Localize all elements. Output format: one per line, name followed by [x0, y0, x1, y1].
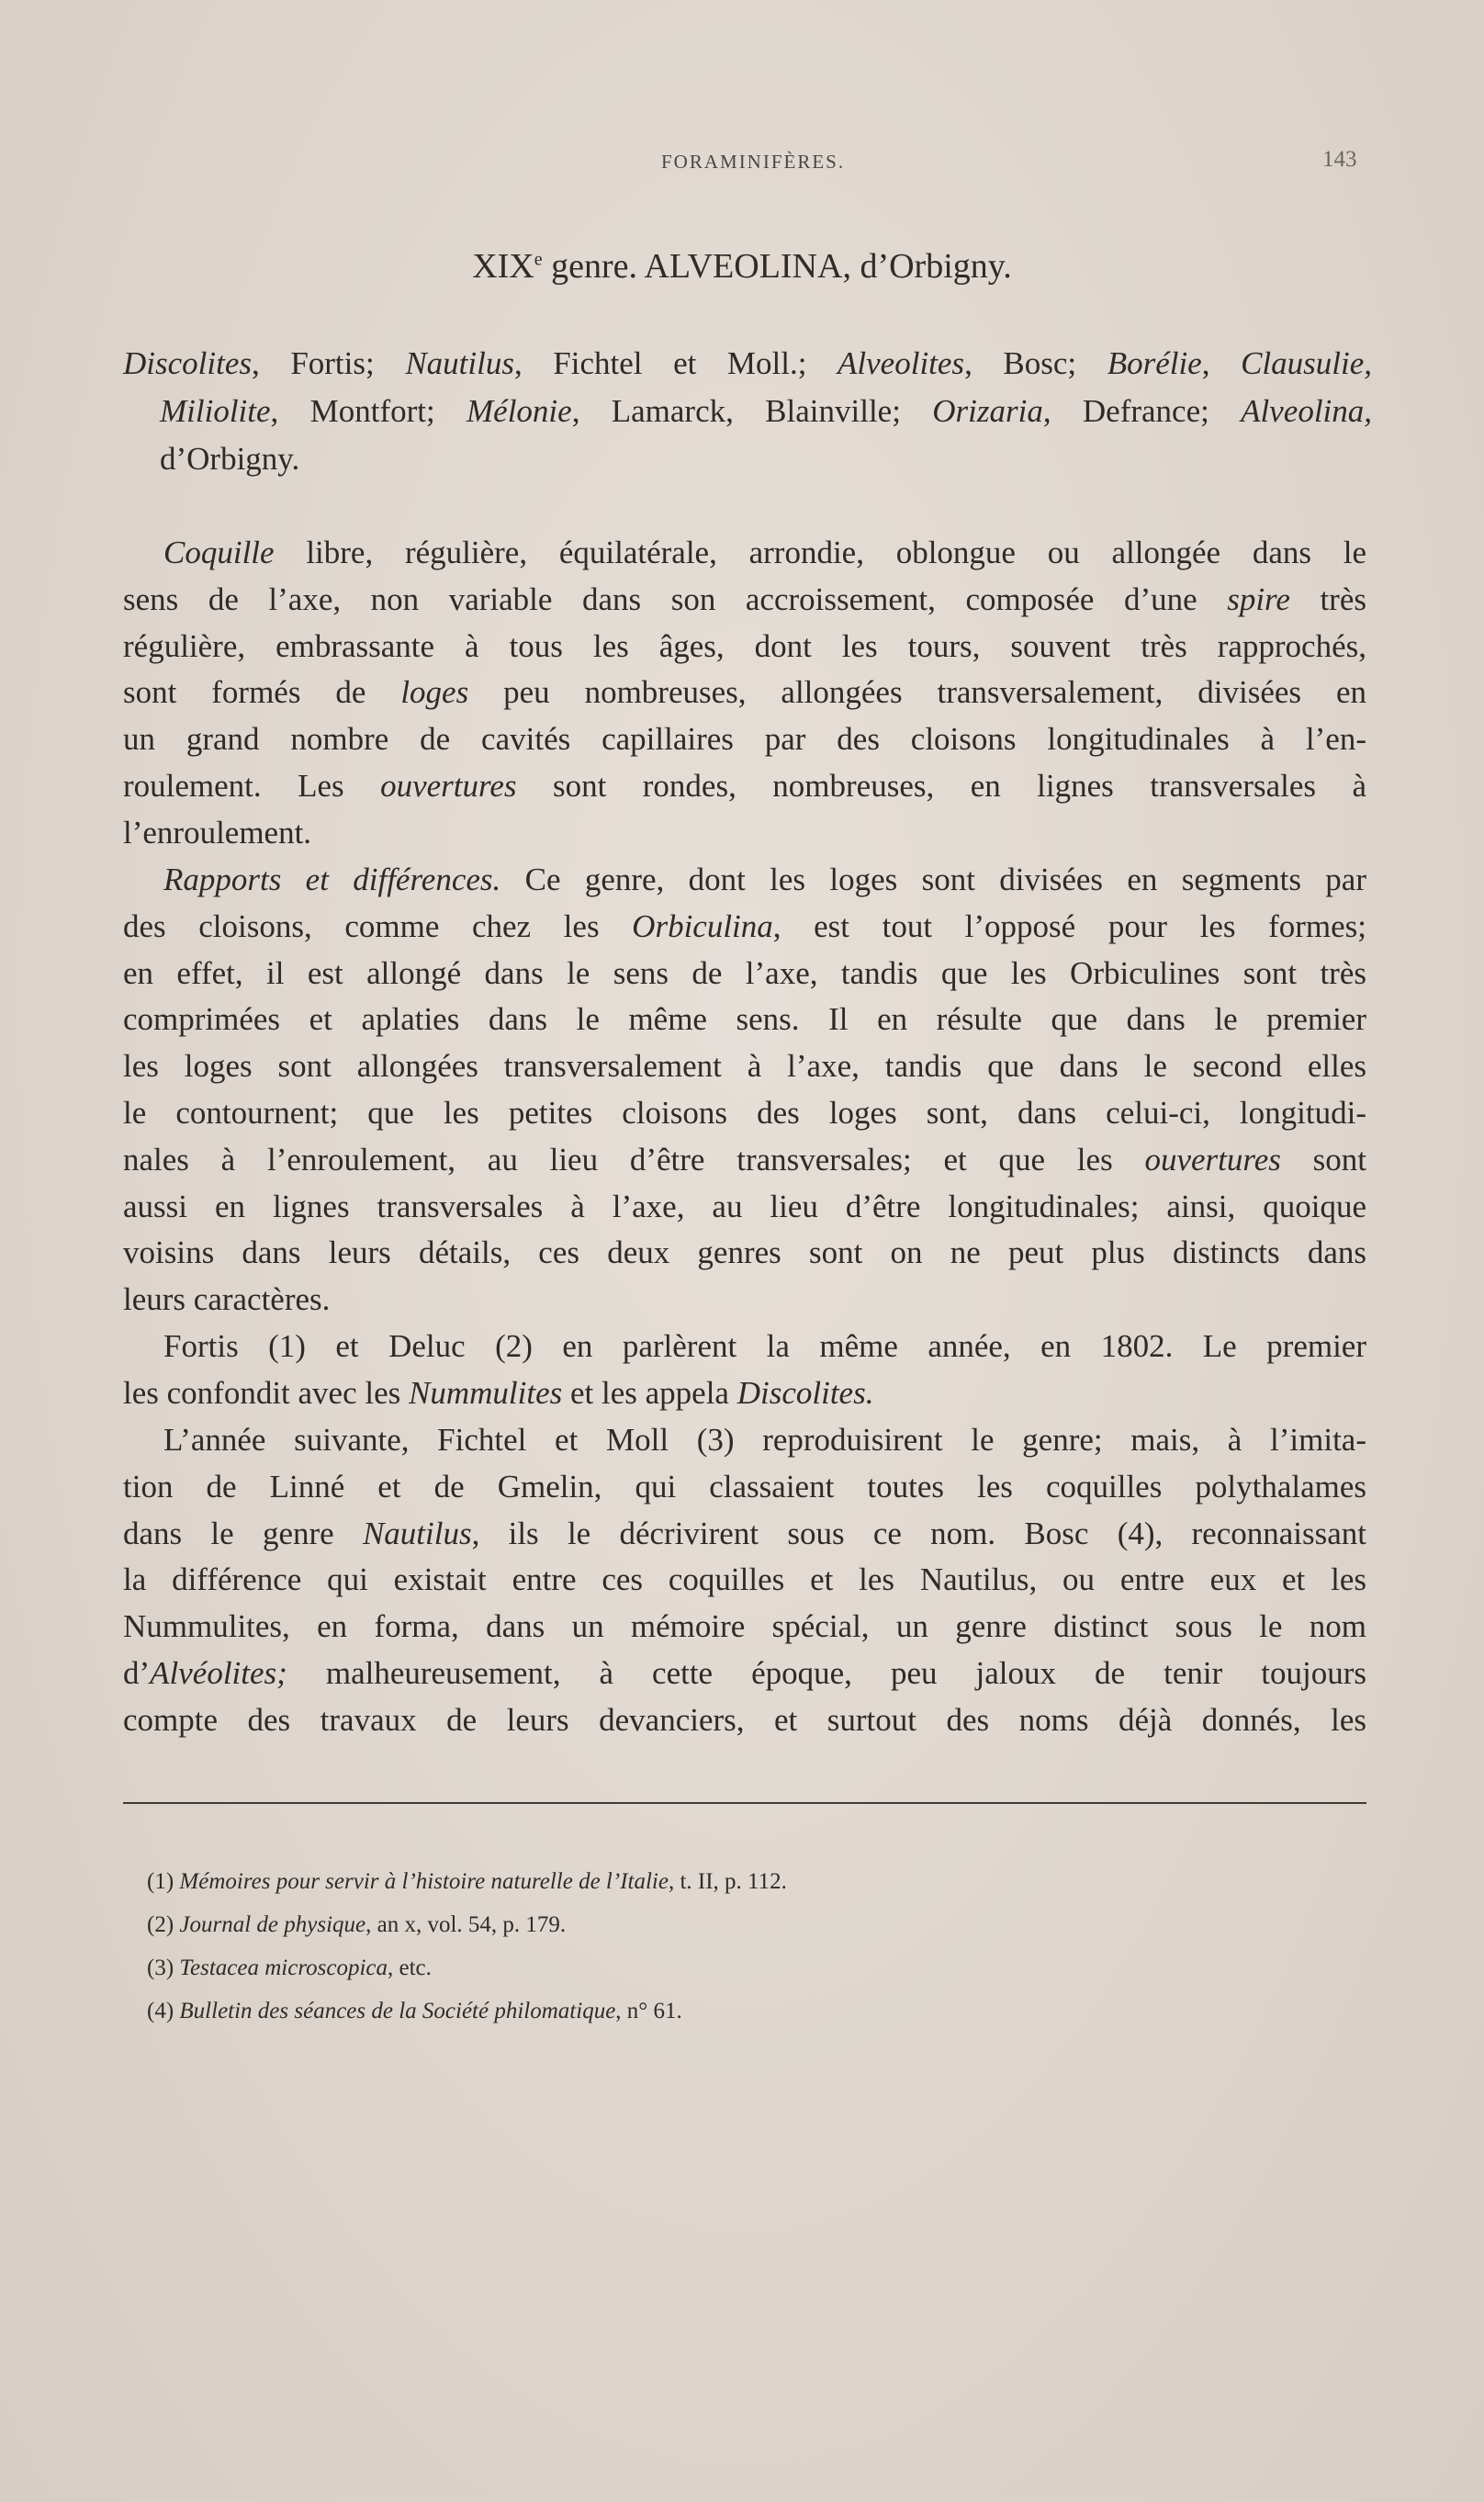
- text-run: sont: [1280, 1141, 1366, 1178]
- text-line: [123, 1464, 1366, 1511]
- synonymy-line: [123, 435, 1372, 483]
- footnote-ref: , t. II, p. 112.: [668, 1869, 787, 1894]
- text-run: en effet, il est allongé dans le sens de l’axe, tandis que les Orbiculines sont très: [123, 954, 1366, 991]
- footnotes: [147, 1860, 1249, 2033]
- text-run: Nummulites, en forma, dans un mémoire spécial, un genre distinct sous le nom: [123, 1608, 1366, 1645]
- text-run: d’: [123, 1654, 151, 1691]
- synonymy-taxon: Orizaria: [932, 393, 1043, 429]
- text-line: [123, 1417, 1366, 1464]
- footnote-title: Mémoires pour servir à l’histoire naturelle de l’Italie: [179, 1869, 669, 1894]
- synonymy: [123, 340, 1372, 483]
- italic-term: spire: [1227, 580, 1290, 617]
- italic-term: Nummulites: [409, 1374, 563, 1411]
- synonymy-taxon: Mélonie: [467, 393, 572, 429]
- text-run: compte des travaux de leurs devanciers, et surtout des noms déjà donnés, les: [123, 1701, 1366, 1738]
- text-line: [123, 997, 1366, 1043]
- italic-term: Orbiculina: [632, 907, 773, 944]
- text-line: [123, 1697, 1366, 1744]
- synonymy-text: , Fichtel et Moll.;: [513, 345, 838, 381]
- footnote-title: Testacea microscopica: [179, 1955, 388, 1980]
- text-run: les confondit avec les: [123, 1374, 410, 1411]
- genus-title: [0, 246, 1484, 287]
- synonymy-text: , Lamarck, Blainville;: [571, 393, 933, 429]
- synonymy-text: , Fortis;: [251, 345, 406, 381]
- text-run: , ils le décrivirent sous ce nom. Bosc (4), reconnaissant: [471, 1515, 1367, 1551]
- text-run: régulière, embrassante à tous les âges, dont les tours, souvent très rapprochés,: [123, 627, 1366, 664]
- text-line: [123, 1137, 1366, 1184]
- text-line: [123, 1277, 1366, 1324]
- page-number: 143: [1322, 147, 1357, 172]
- synonymy-text: d’Orbigny.: [160, 441, 300, 477]
- synonymy-text: , Montfort;: [270, 393, 467, 429]
- text-run: peu nombreuses, allongées transversalement, divisées en: [468, 674, 1366, 711]
- footnote-title: Bulletin des séances de la Société philomatique: [179, 1999, 616, 2023]
- text-line: [123, 670, 1366, 716]
- text-line: [123, 1090, 1366, 1137]
- footnote: [147, 1946, 1249, 1989]
- synonymy-text: ,: [1201, 345, 1242, 381]
- text-run: dans le genre: [123, 1515, 363, 1551]
- genus-title-sup: e: [534, 249, 543, 270]
- synonymy-taxon: Alveolina,: [1241, 393, 1373, 429]
- text-line: [123, 1324, 1366, 1370]
- synonymy-text: , Defrance;: [1042, 393, 1242, 429]
- italic-term: Rapports et différences.: [163, 862, 501, 897]
- paragraph-history-2: [123, 1417, 1366, 1744]
- footnote: [147, 1903, 1249, 1946]
- italic-term: ouvertures: [1144, 1141, 1281, 1178]
- footnote-rule: [123, 1802, 1366, 1804]
- synonymy-taxon: Alveolites: [838, 345, 965, 381]
- synonymy-line: [123, 388, 1372, 435]
- text-run: les loges sont allongées transversalement à l’axe, tandis que dans le second elles: [123, 1048, 1366, 1085]
- genus-title-rest: genre. ALVEOLINA, d’Orbigny.: [542, 247, 1012, 286]
- footnote-number: (4): [147, 1999, 180, 2023]
- synonymy-taxon: Nautilus: [405, 345, 514, 381]
- text-line: [123, 577, 1366, 624]
- running-head: [0, 147, 1484, 175]
- text-line: [123, 1557, 1366, 1604]
- footnote-ref: , n° 61.: [615, 1999, 682, 2023]
- footnote-number: (2): [147, 1912, 180, 1937]
- italic-term: loges: [400, 674, 469, 711]
- text-run: voisins dans leurs détails, ces deux genres sont on ne peut plus distincts dans: [123, 1234, 1366, 1271]
- text-run: sont rondes, nombreuses, en lignes transversales à: [516, 767, 1367, 804]
- text-line: [123, 1184, 1366, 1231]
- footnote: [147, 1860, 1249, 1903]
- text-run: des cloisons, comme chez les: [123, 907, 633, 944]
- text-line: [123, 763, 1366, 810]
- text-run: très: [1289, 580, 1366, 617]
- text-line: [123, 1604, 1366, 1651]
- italic-term: Discolites.: [736, 1374, 874, 1411]
- text-run: le contournent; que les petites cloisons des loges sont, dans celui-ci, longitudi-: [123, 1094, 1366, 1131]
- genus-title-prefix: XIX: [472, 247, 534, 286]
- text-line: [123, 1370, 1366, 1417]
- footnote: [147, 1989, 1249, 2033]
- paragraph-relations: [123, 857, 1366, 1324]
- text-run: comprimées et aplaties dans le même sens. Il en résulte que dans le premier: [123, 1001, 1366, 1038]
- footnote-number: (3): [147, 1955, 180, 1980]
- text-run: Fortis (1) et Deluc (2) en parlèrent la même année, en 1802. Le premier: [163, 1328, 1366, 1364]
- footnote-title: Journal de physique: [179, 1912, 366, 1937]
- text-run: Ce genre, dont les loges sont divisées en segments par: [500, 862, 1366, 897]
- footnote-ref: , an x, vol. 54, p. 179.: [365, 1912, 567, 1937]
- text-line: [123, 624, 1366, 671]
- text-run: malheureusement, à cette époque, peu jaloux de tenir toujours: [287, 1654, 1366, 1691]
- text-line: [123, 1043, 1366, 1090]
- italic-term: ouvertures: [380, 767, 517, 804]
- synonymy-line: [123, 340, 1372, 388]
- text-line: [123, 810, 1366, 857]
- footnote-number: (1): [147, 1869, 180, 1894]
- synonymy-taxon: Clausulie,: [1241, 345, 1373, 381]
- text-line: [123, 1651, 1366, 1697]
- text-run: libre, régulière, équilatérale, arrondie, oblongue ou allongée dans le: [274, 535, 1366, 570]
- synonymy-text: , Bosc;: [964, 345, 1107, 381]
- text-run: et les appela: [562, 1374, 737, 1411]
- text-run: nales à l’enroulement, au lieu d’être transversales; et que les: [123, 1141, 1145, 1178]
- text-run: aussi en lignes transversales à l’axe, au lieu d’être longitudinales; ainsi, quoique: [123, 1188, 1366, 1224]
- footnote-ref: , etc.: [388, 1955, 432, 1980]
- text-line: [123, 530, 1366, 577]
- text-run: tion de Linné et de Gmelin, qui classaient toutes les coquilles polythalames: [123, 1468, 1366, 1505]
- text-run: sens de l’axe, non variable dans son accroissement, composée d’une: [123, 580, 1228, 617]
- text-run: L’année suivante, Fichtel et Moll (3) reproduisirent le genre; mais, à l’imita-: [163, 1422, 1366, 1458]
- text-line: [123, 904, 1366, 951]
- text-run: leurs caractères.: [123, 1281, 331, 1318]
- synonymy-taxon: Miliolite: [160, 393, 271, 429]
- text-run: , est tout l’opposé pour les formes;: [772, 907, 1366, 944]
- text-run: un grand nombre de cavités capillaires par des cloisons longitudinales à l’en-: [123, 721, 1366, 758]
- text-run: l’enroulement.: [123, 814, 312, 851]
- italic-term: Nautilus: [362, 1515, 472, 1551]
- paragraph-description: [123, 530, 1366, 857]
- synonymy-taxon: Borélie: [1107, 345, 1202, 381]
- text-run: la différence qui existait entre ces coquilles et les Nautilus, ou entre eux et les: [123, 1561, 1366, 1598]
- text-line: [123, 1511, 1366, 1558]
- running-head-title: FORAMINIFÈRES.: [661, 151, 846, 173]
- italic-term: Coquille: [163, 535, 275, 570]
- text-line: [123, 951, 1366, 997]
- text-line: [123, 857, 1366, 904]
- text-line: [123, 716, 1366, 763]
- synonymy-taxon: Discolites: [123, 345, 252, 381]
- text-run: sont formés de: [123, 674, 401, 711]
- paragraph-history-1: [123, 1324, 1366, 1417]
- text-line: [123, 1230, 1366, 1277]
- italic-term: Alvéolites;: [150, 1654, 287, 1691]
- text-run: roulement. Les: [123, 767, 381, 804]
